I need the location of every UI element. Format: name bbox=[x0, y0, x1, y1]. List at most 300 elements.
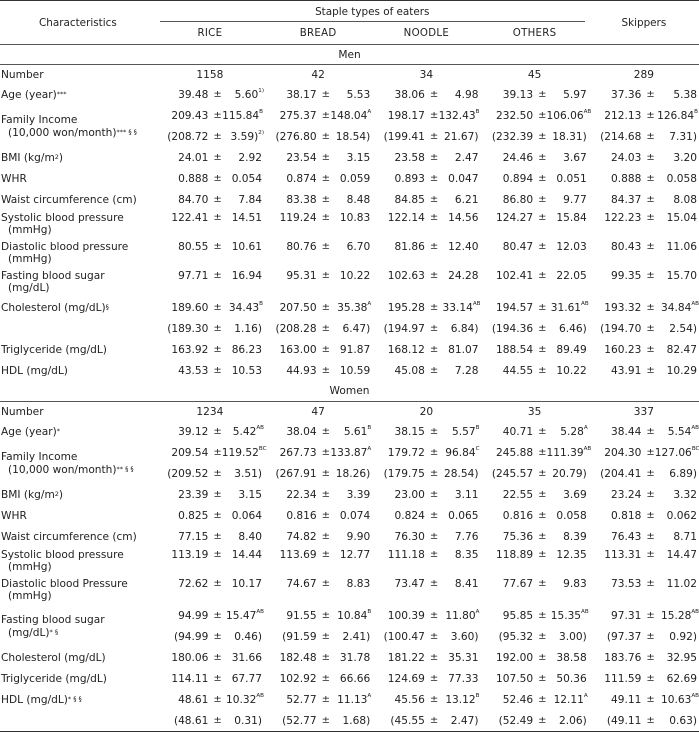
plus-minus: ± bbox=[538, 323, 547, 334]
table-row bbox=[0, 548, 699, 577]
cell-sd bbox=[319, 190, 373, 211]
cell-mean: 40.71 bbox=[502, 426, 534, 438]
row-label bbox=[0, 240, 156, 269]
cell-sd bbox=[427, 527, 481, 548]
cell-sd-value: 82.47 bbox=[666, 344, 697, 356]
cell-sd bbox=[427, 422, 481, 443]
cell-sd bbox=[210, 548, 264, 577]
row-label-text: (mg/dL) bbox=[8, 282, 50, 294]
cell-sd bbox=[643, 669, 699, 690]
cell-sd bbox=[210, 527, 264, 548]
plus-minus: ± bbox=[538, 152, 547, 163]
cell-sd-value: 86.23 bbox=[231, 344, 263, 356]
row-label bbox=[0, 340, 156, 361]
cell-sd-value: 148.04 bbox=[330, 110, 368, 122]
cell-sd bbox=[535, 443, 592, 464]
cell-superscript: B bbox=[475, 693, 480, 699]
cell-adjusted-mean: (194.36 bbox=[491, 323, 534, 335]
cell-sd bbox=[210, 340, 264, 361]
plus-minus: ± bbox=[429, 240, 439, 252]
cell-sd-value: 8.48 bbox=[346, 194, 371, 206]
cell-sd bbox=[427, 606, 481, 627]
cell-adjusted-se bbox=[319, 711, 373, 732]
cell-sd bbox=[535, 669, 589, 690]
cell-sd bbox=[643, 269, 699, 298]
plus-minus: ± bbox=[321, 110, 331, 121]
plus-minus: ± bbox=[429, 510, 439, 521]
row-label-text: (mmHg) bbox=[8, 253, 52, 265]
cell-sd bbox=[643, 169, 699, 190]
cell-sd-value: 96.84 bbox=[445, 447, 476, 459]
cell-sd-value: 38.58 bbox=[556, 652, 587, 664]
cell-sd-value: 34.84 bbox=[661, 302, 692, 314]
plus-minus: ± bbox=[646, 631, 655, 642]
cell-sd bbox=[535, 298, 589, 319]
cell-mean: 188.54 bbox=[496, 344, 534, 356]
plus-minus: ± bbox=[213, 694, 222, 705]
plus-minus: ± bbox=[429, 694, 439, 705]
cell-sd bbox=[535, 548, 589, 577]
row-label-text: Waist circumference (cm) bbox=[1, 193, 137, 206]
plus-minus: ± bbox=[213, 577, 222, 589]
cell-superscript: AB bbox=[691, 301, 699, 307]
number-label: Number bbox=[1, 68, 44, 81]
plus-minus: ± bbox=[538, 269, 547, 281]
cell-sd bbox=[535, 527, 589, 548]
cell-sd-value: 33.14 bbox=[442, 302, 473, 314]
cell-sd bbox=[319, 85, 373, 106]
cell-sd bbox=[535, 211, 589, 240]
cell-superscript: A bbox=[367, 446, 372, 452]
row-label bbox=[0, 648, 156, 669]
plus-minus: ± bbox=[646, 344, 655, 355]
cell-adjusted-se-value: 0.92) bbox=[669, 631, 697, 643]
row-label-text: Triglyceride (mg/dL) bbox=[1, 672, 107, 685]
plus-minus: ± bbox=[538, 610, 547, 621]
significance-marker: § bbox=[105, 302, 109, 311]
cell-mean: 77.15 bbox=[178, 531, 209, 543]
cell-mean: 72.62 bbox=[178, 577, 209, 590]
plus-minus: ± bbox=[321, 426, 331, 437]
cell-superscript: B bbox=[259, 301, 264, 307]
cell-sd-value: 77.33 bbox=[448, 673, 479, 685]
cell-mean: 86.80 bbox=[502, 194, 534, 206]
cell-mean: 245.88 bbox=[496, 447, 534, 459]
cell-sd bbox=[535, 190, 589, 211]
cell-adjusted-mean: (95.32 bbox=[498, 631, 534, 643]
plus-minus: ± bbox=[213, 510, 222, 521]
cell-sd-value: 14.51 bbox=[231, 211, 263, 224]
group-count: 337 bbox=[633, 405, 654, 418]
cell-mean: 160.23 bbox=[604, 344, 642, 356]
cell-adjusted-mean: (214.68 bbox=[600, 131, 642, 143]
row-label-text: Systolic blood pressure bbox=[1, 211, 124, 224]
cell-sd-value: 0.047 bbox=[448, 173, 479, 185]
plus-minus: ± bbox=[429, 468, 439, 479]
cell-sd bbox=[210, 422, 264, 443]
cell-sd bbox=[210, 577, 264, 606]
cell-sd-value: 5.42 bbox=[232, 426, 257, 438]
cell-sd bbox=[319, 298, 373, 319]
cell-adjusted-se bbox=[210, 464, 264, 485]
plus-minus: ± bbox=[321, 173, 331, 184]
cell-sd-value: 14.56 bbox=[448, 211, 479, 224]
cell-mean: 113.31 bbox=[604, 548, 642, 561]
cell-mean: 39.13 bbox=[502, 89, 534, 101]
cell-mean: 75.36 bbox=[502, 531, 534, 543]
cell-sd-value: 7.76 bbox=[454, 531, 479, 543]
cell-sd-value: 15.70 bbox=[666, 269, 697, 282]
plus-minus: ± bbox=[321, 652, 331, 663]
cell-sd-value: 3.11 bbox=[454, 489, 479, 501]
cell-mean: 180.06 bbox=[171, 652, 209, 664]
cell-sd bbox=[319, 361, 373, 382]
cell-sd-value: 9.77 bbox=[563, 194, 587, 206]
cell-adjusted-se bbox=[643, 127, 699, 148]
cell-sd-value: 0.074 bbox=[339, 510, 371, 522]
cell-superscript: B bbox=[694, 109, 698, 115]
plus-minus: ± bbox=[429, 577, 439, 589]
cell-mean: 122.23 bbox=[604, 211, 642, 224]
row-label-line bbox=[1, 194, 156, 207]
cell-mean: 0.816 bbox=[502, 510, 534, 522]
cell-sd bbox=[643, 548, 699, 577]
cell-adjusted-mean: (49.11 bbox=[589, 711, 644, 732]
cell-mean: 84.70 bbox=[178, 194, 209, 206]
women-section-label: Women bbox=[0, 382, 699, 402]
cell-adjusted-se bbox=[535, 127, 589, 148]
significance-marker: *** § § bbox=[116, 127, 137, 136]
cell-sd-value: 7.84 bbox=[238, 194, 263, 206]
row-label-line bbox=[1, 344, 156, 357]
cell-sd bbox=[643, 340, 699, 361]
cell-mean: 198.17 bbox=[387, 110, 425, 122]
cell-mean: 118.89 bbox=[496, 548, 534, 561]
plus-minus: ± bbox=[646, 211, 655, 223]
plus-minus: ± bbox=[646, 531, 655, 542]
cell-sd-value: 119.52 bbox=[221, 447, 259, 459]
plus-minus: ± bbox=[213, 365, 222, 376]
cell-adjusted-se bbox=[210, 627, 264, 648]
cell-mean: 111.18 bbox=[387, 548, 425, 561]
cell-superscript: AB bbox=[581, 301, 589, 307]
cell-mean: 76.30 bbox=[394, 531, 425, 543]
plus-minus: ± bbox=[213, 610, 222, 621]
cell-sd-value: 14.47 bbox=[666, 548, 697, 561]
cell-sd-value: 12.03 bbox=[556, 240, 587, 253]
cell-sd-value: 10.63 bbox=[661, 694, 692, 706]
cell-sd-value: 2.92 bbox=[238, 152, 263, 164]
cell-sd-value: 0.058 bbox=[556, 510, 587, 522]
cell-sd-value: 81.07 bbox=[448, 344, 479, 356]
row-label bbox=[0, 169, 156, 190]
cell-mean: 45.08 bbox=[394, 365, 425, 377]
plus-minus: ± bbox=[646, 489, 655, 500]
cell-sd bbox=[643, 606, 699, 627]
table-row bbox=[0, 361, 699, 382]
cell-mean: 114.11 bbox=[171, 673, 209, 685]
cell-sd-value: 3.15 bbox=[238, 489, 263, 501]
plus-minus: ± bbox=[429, 489, 439, 500]
plus-minus: ± bbox=[538, 694, 547, 705]
cell-sd bbox=[535, 85, 589, 106]
cell-adjusted-se bbox=[643, 627, 699, 648]
men-number-row bbox=[0, 65, 699, 85]
cell-adjusted-mean: (194.70 bbox=[600, 323, 642, 335]
plus-minus: ± bbox=[429, 673, 439, 684]
cell-adjusted-mean: (97.37 bbox=[606, 631, 642, 643]
cell-superscript: AB bbox=[256, 693, 265, 699]
cell-sd-value: 89.49 bbox=[556, 344, 587, 356]
cell-mean: 39.48 bbox=[178, 89, 209, 101]
row-label bbox=[0, 106, 156, 148]
cell-sd-value: 67.77 bbox=[231, 673, 263, 685]
row-label bbox=[0, 669, 156, 690]
cell-mean: 193.32 bbox=[604, 302, 642, 314]
row-label-line bbox=[1, 531, 156, 544]
row-label-line bbox=[1, 614, 156, 627]
plus-minus: ± bbox=[538, 426, 547, 437]
cell-sd-value: 8.35 bbox=[454, 548, 479, 561]
plus-minus: ± bbox=[646, 89, 655, 100]
plus-minus: ± bbox=[213, 489, 222, 500]
cell-mean: 0.888 bbox=[611, 173, 642, 185]
cell-sd-value: 0.051 bbox=[556, 173, 587, 185]
cell-sd-value: 12.11 bbox=[553, 694, 584, 706]
cell-mean: 192.00 bbox=[496, 652, 534, 664]
plus-minus: ± bbox=[429, 173, 439, 184]
plus-minus: ± bbox=[429, 714, 439, 726]
cell-sd-value: 8.41 bbox=[454, 577, 479, 590]
cell-sd-value: 0.064 bbox=[231, 510, 263, 522]
cell-sd bbox=[427, 298, 481, 319]
plus-minus: ± bbox=[429, 89, 439, 100]
cell-mean: 122.41 bbox=[171, 211, 209, 224]
cell-sd bbox=[210, 648, 264, 669]
cell-sd-value: 15.35 bbox=[550, 610, 582, 622]
plus-minus: ± bbox=[646, 365, 655, 376]
cell-mean: 113.69 bbox=[279, 548, 317, 561]
cell-sd bbox=[643, 422, 699, 443]
plus-minus: ± bbox=[429, 194, 439, 205]
cell-sd-value: 24.28 bbox=[448, 269, 479, 282]
row-label bbox=[0, 269, 156, 298]
row-label-text: (10,000 won/month) bbox=[8, 463, 117, 476]
group-count: 34 bbox=[419, 68, 434, 81]
cell-adjusted-se-value: 2.54) bbox=[669, 323, 697, 335]
plus-minus: ± bbox=[321, 631, 331, 642]
cell-mean: 38.15 bbox=[394, 426, 425, 438]
cell-mean: 44.55 bbox=[502, 365, 534, 377]
cell-mean: 122.14 bbox=[387, 211, 425, 224]
table-row-adjusted bbox=[0, 319, 699, 340]
row-label-text: BMI (kg/m bbox=[1, 488, 55, 501]
cell-mean: 95.31 bbox=[286, 269, 317, 282]
cell-sd bbox=[319, 340, 373, 361]
cell-superscript: A bbox=[367, 109, 372, 115]
cell-mean: 189.60 bbox=[171, 302, 209, 314]
cell-sd bbox=[643, 85, 699, 106]
cell-sd bbox=[643, 506, 699, 527]
cell-adjusted-se-value: 3.51) bbox=[234, 468, 263, 480]
cell-mean: 0.874 bbox=[286, 173, 317, 185]
cell-mean: 124.69 bbox=[387, 673, 425, 685]
cell-sd bbox=[535, 606, 589, 627]
cell-superscript: AB bbox=[583, 446, 592, 452]
cell-sd bbox=[535, 240, 589, 269]
plus-minus: ± bbox=[646, 447, 655, 458]
cell-adjusted-mean: (48.61 bbox=[156, 711, 211, 732]
group-count: 47 bbox=[311, 405, 325, 418]
row-label-text: Family Income bbox=[1, 451, 78, 463]
row-label bbox=[0, 527, 156, 548]
cell-superscript: 1) bbox=[258, 88, 265, 94]
cell-sd-value: 15.47 bbox=[226, 610, 257, 622]
cell-mean: 24.46 bbox=[502, 152, 534, 164]
row-label-text: Age (year) bbox=[1, 425, 57, 438]
plus-minus: ± bbox=[646, 694, 655, 705]
plus-minus: ± bbox=[646, 269, 655, 281]
cell-sd-value: 5.57 bbox=[452, 426, 476, 438]
cell-sd bbox=[535, 690, 589, 711]
plus-minus: ± bbox=[538, 577, 547, 589]
cell-sd bbox=[319, 169, 373, 190]
cell-sd-value: 8.83 bbox=[346, 577, 371, 590]
table-row bbox=[0, 190, 699, 211]
group-count: 35 bbox=[527, 405, 542, 418]
cell-sd-value: 10.32 bbox=[226, 694, 257, 706]
cell-adjusted-se-value: 2.47) bbox=[450, 714, 479, 727]
cell-adjusted-mean: (45.55 bbox=[372, 711, 427, 732]
plus-minus: ± bbox=[213, 131, 222, 142]
plus-minus: ± bbox=[321, 531, 331, 542]
plus-minus: ± bbox=[429, 323, 439, 334]
plus-minus: ± bbox=[646, 577, 655, 589]
plus-minus: ± bbox=[321, 610, 331, 621]
row-label-line bbox=[1, 224, 156, 237]
cell-mean: 74.67 bbox=[286, 577, 317, 590]
cell-mean: 179.72 bbox=[387, 447, 425, 459]
men-section-label: Men bbox=[0, 45, 699, 65]
cell-sd-value: 22.05 bbox=[556, 269, 587, 282]
cell-sd bbox=[319, 606, 373, 627]
row-label bbox=[0, 443, 156, 485]
cell-superscript: B bbox=[475, 109, 480, 115]
table-row bbox=[0, 577, 699, 606]
cell-mean: 275.37 bbox=[279, 110, 317, 122]
cell-sd bbox=[210, 85, 264, 106]
cell-sd-value: 0.058 bbox=[666, 173, 697, 185]
plus-minus: ± bbox=[646, 240, 655, 252]
cell-mean: 107.50 bbox=[496, 673, 534, 685]
plus-minus: ± bbox=[646, 152, 655, 163]
cell-sd bbox=[535, 340, 589, 361]
cell-sd bbox=[427, 211, 481, 240]
cell-sd-value: 10.17 bbox=[231, 577, 263, 590]
plus-minus: ± bbox=[213, 447, 222, 458]
cell-sd-value: 35.38 bbox=[337, 302, 368, 314]
significance-marker: * § bbox=[49, 627, 59, 636]
plus-minus: ± bbox=[321, 489, 331, 500]
cell-adjusted-se bbox=[535, 464, 589, 485]
cell-superscript: A bbox=[583, 693, 588, 699]
plus-minus: ± bbox=[321, 468, 331, 479]
row-label-text: Cholesterol (mg/dL) bbox=[1, 651, 106, 664]
plus-minus: ± bbox=[429, 110, 439, 121]
plus-minus: ± bbox=[321, 577, 331, 589]
table-row bbox=[0, 148, 699, 169]
row-label-text: Systolic blood pressure bbox=[1, 548, 124, 561]
cell-sd-value: 10.59 bbox=[339, 365, 371, 377]
cell-adjusted-se bbox=[643, 464, 699, 485]
cell-sd-value: 12.35 bbox=[556, 548, 587, 561]
cell-superscript: A bbox=[475, 609, 480, 615]
row-label bbox=[0, 422, 156, 443]
cell-adjusted-se-value: 6.47) bbox=[342, 323, 371, 335]
row-label-line bbox=[1, 302, 156, 315]
cell-sd bbox=[319, 422, 373, 443]
cell-sd bbox=[535, 577, 589, 606]
cell-sd bbox=[319, 577, 373, 606]
cell-sd bbox=[643, 690, 699, 711]
cell-sd-value: 115.84 bbox=[222, 110, 260, 122]
cell-sd-value: 3.15 bbox=[346, 152, 371, 164]
plus-minus: ± bbox=[646, 510, 655, 521]
cell-sd bbox=[535, 269, 589, 298]
cell-sd-value: 9.90 bbox=[346, 531, 371, 543]
plus-minus: ± bbox=[646, 323, 655, 334]
plus-minus: ± bbox=[213, 344, 222, 355]
table-row bbox=[0, 669, 699, 690]
cell-mean: 37.36 bbox=[611, 89, 642, 101]
plus-minus: ± bbox=[321, 323, 331, 334]
cell-sd bbox=[427, 690, 481, 711]
cell-sd bbox=[427, 269, 481, 298]
plus-minus: ± bbox=[321, 510, 331, 521]
row-label bbox=[0, 148, 156, 169]
plus-minus: ± bbox=[213, 89, 222, 100]
cell-mean: 24.01 bbox=[178, 152, 209, 164]
cell-sd-value: 31.61 bbox=[550, 302, 582, 314]
cell-sd-value: 5.53 bbox=[346, 89, 371, 101]
cell-superscript: C bbox=[475, 446, 480, 452]
table-row bbox=[0, 648, 699, 669]
plus-minus: ± bbox=[646, 110, 655, 121]
cell-adjusted-se-value: 21.67) bbox=[444, 131, 479, 143]
cell-mean: 102.92 bbox=[279, 673, 317, 685]
cell-adjusted-se-value: 1.16) bbox=[234, 323, 263, 335]
cell-sd bbox=[210, 148, 264, 169]
cell-sd bbox=[535, 361, 589, 382]
cell-sd bbox=[643, 648, 699, 669]
cell-mean: 23.39 bbox=[178, 489, 209, 501]
plus-minus: ± bbox=[538, 110, 547, 121]
cell-mean: 38.06 bbox=[394, 89, 425, 101]
plus-minus: ± bbox=[213, 152, 222, 163]
cell-sd bbox=[210, 211, 264, 240]
cell-sd-value: 0.062 bbox=[666, 510, 697, 522]
cell-adjusted-mean: (208.28 bbox=[275, 323, 317, 335]
cell-adjusted-mean: (208.72 bbox=[167, 131, 209, 143]
row-label-line bbox=[1, 253, 156, 266]
cell-sd bbox=[643, 361, 699, 382]
header-group-noodle: NOODLE bbox=[372, 24, 480, 45]
plus-minus: ± bbox=[646, 610, 655, 621]
cell-adjusted-se-value: 18.31) bbox=[552, 131, 587, 143]
plus-minus: ± bbox=[321, 302, 331, 313]
cell-mean: 22.34 bbox=[286, 489, 317, 501]
plus-minus: ± bbox=[538, 211, 547, 223]
